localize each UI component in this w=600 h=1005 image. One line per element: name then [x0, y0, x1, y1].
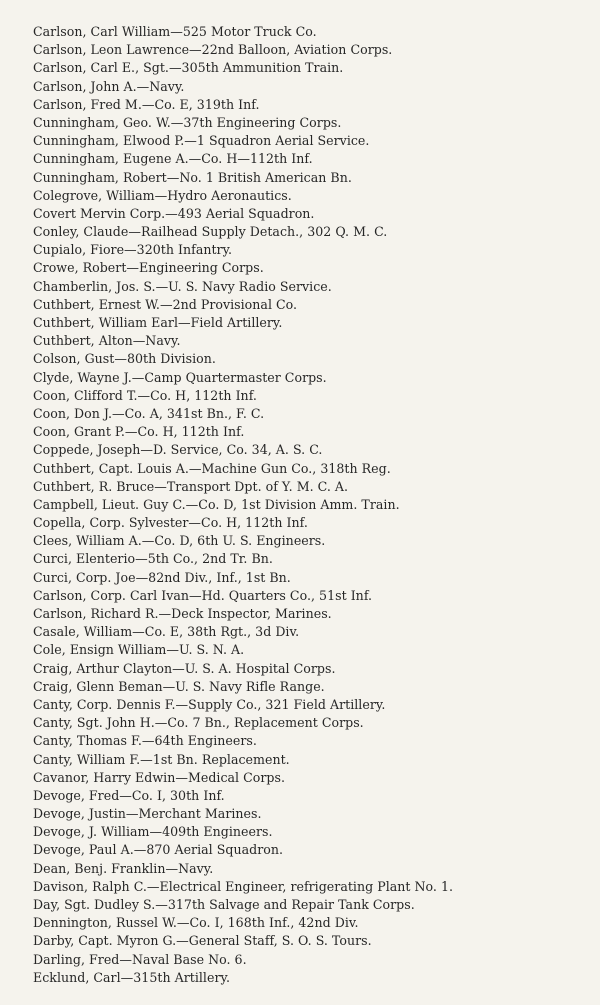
roster-entry: Craig, Arthur Clayton—U. S. A. Hospital Corps. [33, 660, 336, 676]
roster-entry: Clyde, Wayne J.—Camp Quartermaster Corps. [33, 369, 327, 385]
roster-entry: Cuthbert, R. Bruce—Transport Dpt. of Y. M. C. A. [33, 478, 349, 494]
roster-entry: Devoge, Paul A.—870 Aerial Squadron. [33, 842, 283, 858]
roster-entry: Dennington, Russel W.—Co. I, 168th Inf., 42nd Div. [33, 915, 359, 931]
roster-entry: Coon, Don J.—Co. A, 341st Bn., F. C. [33, 405, 265, 421]
roster-entry: Darling, Fred—Naval Base No. 6. [33, 951, 247, 967]
roster-entry: Coon, Grant P.—Co. H, 112th Inf. [33, 424, 245, 440]
roster-entry: Carlson, Fred M.—Co. E, 319th Inf. [33, 96, 260, 112]
roster-entry: Canty, William F.—1st Bn. Replacement. [33, 751, 290, 767]
roster-entry: Coppede, Joseph—D. Service, Co. 34, A. S. C. [33, 442, 323, 458]
roster-entry: Day, Sgt. Dudley S.—317th Salvage and Repair Tank Corps. [33, 897, 415, 912]
roster-entry: Cunningham, Elwood P.—1 Squadron Aerial Service. [33, 133, 370, 149]
roster-entry: Cunningham, Robert—No. 1 British American Bn. [33, 169, 352, 185]
roster-entry: Cuthbert, Alton—Navy. [33, 333, 181, 349]
roster-entry: Devoge, Fred—Co. I, 30th Inf. [33, 787, 225, 803]
roster-entry: Cuthbert, Ernest W.—2nd Provisional Co. [33, 296, 298, 312]
roster-entry: Crowe, Robert—Engineering Corps. [33, 260, 264, 276]
roster-entry: Cunningham, Geo. W.—37th Engineering Corps. [33, 114, 342, 130]
roster-entry: Campbell, Lieut. Guy C.—Co. D, 1st Division Amm. Train. [33, 496, 400, 512]
roster-entry: Cuthbert, Capt. Louis A.—Machine Gun Co., 318th Reg. [33, 460, 391, 476]
roster-entry: Cupialo, Fiore—320th Infantry. [33, 242, 233, 258]
roster-entry: Carlson, Carl E., Sgt.—305th Ammunition Train. [33, 60, 344, 76]
roster-entry: Chamberlin, Jos. S.—U. S. Navy Radio Service. [33, 278, 332, 294]
roster-entry: Clees, William A.—Co. D, 6th U. S. Engineers. [33, 533, 326, 549]
roster-entry: Copella, Corp. Sylvester—Co. H, 112th Inf. [33, 515, 308, 531]
roster-entry: Cuthbert, William Earl—Field Artillery. [33, 315, 283, 330]
roster-entry: Colson, Gust—80th Division. [33, 351, 216, 367]
roster-entry: Canty, Corp. Dennis F.—Supply Co., 321 Field Artillery. [33, 696, 386, 712]
roster-entry: Cunningham, Eugene A.—Co. H—112th Inf. [33, 151, 313, 167]
roster-entry: Covert Mervin Corp.—493 Aerial Squadron. [33, 205, 315, 221]
roster-entry: Cavanor, Harry Edwin—Medical Corps. [33, 769, 286, 785]
roster-entry: Canty, Sgt. John H.—Co. 7 Bn., Replacement Corps. [33, 715, 364, 731]
roster-entry: Davison, Ralph C.—Electrical Engineer, refrigerating Plant No. 1. [33, 878, 454, 894]
roster-entry: Cole, Ensign William—U. S. N. A. [33, 642, 245, 658]
roster-entry: Curci, Elenterio—5th Co., 2nd Tr. Bn. [33, 551, 273, 567]
roster-entry: Conley, Claude—Railhead Supply Detach., 302 Q. M. C. [33, 224, 388, 240]
roster-entry: Coon, Clifford T.—Co. H, 112th Inf. [33, 387, 257, 403]
roster-entry: Colegrove, William—Hydro Aeronautics. [33, 187, 292, 203]
service-roster-list [33, 23, 595, 987]
roster-entry: Ecklund, Carl—315th Artillery. [33, 969, 230, 985]
roster-entry: Carlson, Leon Lawrence—22nd Balloon, Aviation Corps. [33, 42, 393, 58]
roster-entry: Devoge, Justin—Merchant Marines. [33, 806, 262, 822]
roster-entry: Devoge, J. William—409th Engineers. [33, 824, 273, 840]
roster-entry: Carlson, John A.—Navy. [33, 78, 185, 94]
roster-entry: Darby, Capt. Myron G.—General Staff, S. O. S. Tours. [33, 933, 372, 949]
roster-entry: Casale, William—Co. E, 38th Rgt., 3d Div. [33, 624, 300, 640]
roster-entry: Dean, Benj. Franklin—Navy. [33, 860, 214, 876]
roster-entry: Canty, Thomas F.—64th Engineers. [33, 733, 257, 749]
roster-entry: Curci, Corp. Joe—82nd Div., Inf., 1st Bn. [33, 569, 291, 585]
roster-entry: Carlson, Carl William—525 Motor Truck Co. [33, 24, 317, 39]
roster-entry: Craig, Glenn Beman—U. S. Navy Rifle Range. [33, 678, 325, 694]
roster-entry: Carlson, Richard R.—Deck Inspector, Marines. [33, 606, 332, 621]
roster-entry: Carlson, Corp. Carl Ivan—Hd. Quarters Co., 51st Inf. [33, 587, 373, 603]
